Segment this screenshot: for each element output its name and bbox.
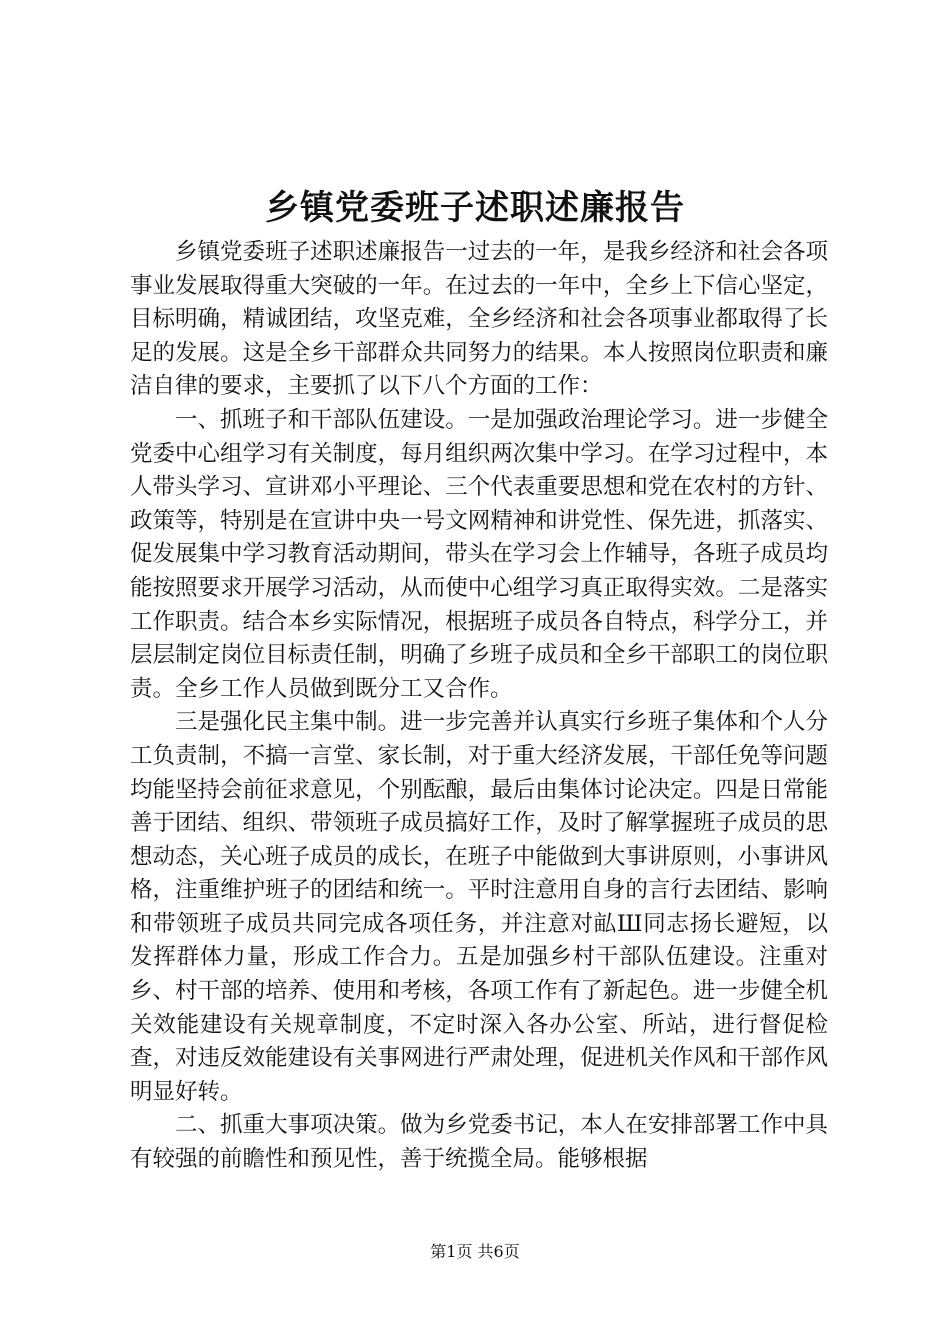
- paragraph-democratic-centralism: 三是强化民主集中制。进一步完善并认真实行乡班子集体和个人分工负责制，不搞一言堂、家长制，对于重大经济发展，干部任免等问题均能坚持会前征求意见，个别酝酿，最后由集体讨论决定。四是日常能善于团结、组织、带领班子成员搞好工作，及时了解掌握班子成员的思想动态，关心班子成员的成长，在班子中能做到大事讲原则，小事讲风格，注重维护班子的团结和统一。平时注意用自身的言行去团结、影响和带领班子成员共同完成各项任务，并注意对畆Ш同志扬长避短，以发挥群体力量，形成工作合力。五是加强乡村干部队伍建设。注重对乡、村干部的培养、使用和考核，各项工作有了新起色。进一步健全机关效能建设有关规章制度，不定时深入各办公室、所站，进行督促检查，对违反效能建设有关事网进行严肃处理，促进机关作风和干部作风明显好转。: [130, 709, 828, 1105]
- document-body: [130, 236, 828, 1177]
- document-title: 乡镇党委班子述职述廉报告: [265, 188, 685, 228]
- paragraph-team-building: 一、抓班子和干部队伍建设。一是加强政治理论学习。进一步健全党委中心组学习有关制度，每月组织两次集中学习。在学习过程中，本人带头学习、宣讲邓小平理论、三个代表重要思想和党在农村的方针、政策等，特别是在宣讲中央一号文网精神和讲党性、保先进，抓落实、促发展集中学习教育活动期间，带头在学习会上作辅导，各班子成员均能按照要求开展学习活动，从而使中心组学习真正取得实效。二是落实工作职责。结合本乡实际情况，根据班子成员各自特点，科学分工，并层层制定岗位目标责任制，明确了乡班子成员和全乡干部职工的岗位职责。全乡工作人员做到既分工又合作。: [130, 406, 828, 702]
- paragraph-major-decisions: 二、抓重大事项决策。做为乡党委书记，本人在安排部署工作中具有较强的前瞻性和预见性，善于统揽全局。能够根据: [130, 1112, 828, 1173]
- paragraph-intro: 乡镇党委班子述职述廉报告一过去的一年，是我乡经济和社会各项事业发展取得重大突破的一年。在过去的一年中，全乡上下信心坚定，目标明确，精诚团结，攻坚克难，全乡经济和社会各项事业都取得了长足的发展。这是全乡干部群众共同努力的结果。本人按照岗位职责和廉洁自律的要求，主要抓了以下八个方面的工作：: [130, 239, 828, 400]
- page-footer: 第1页 共6页: [430, 1242, 520, 1261]
